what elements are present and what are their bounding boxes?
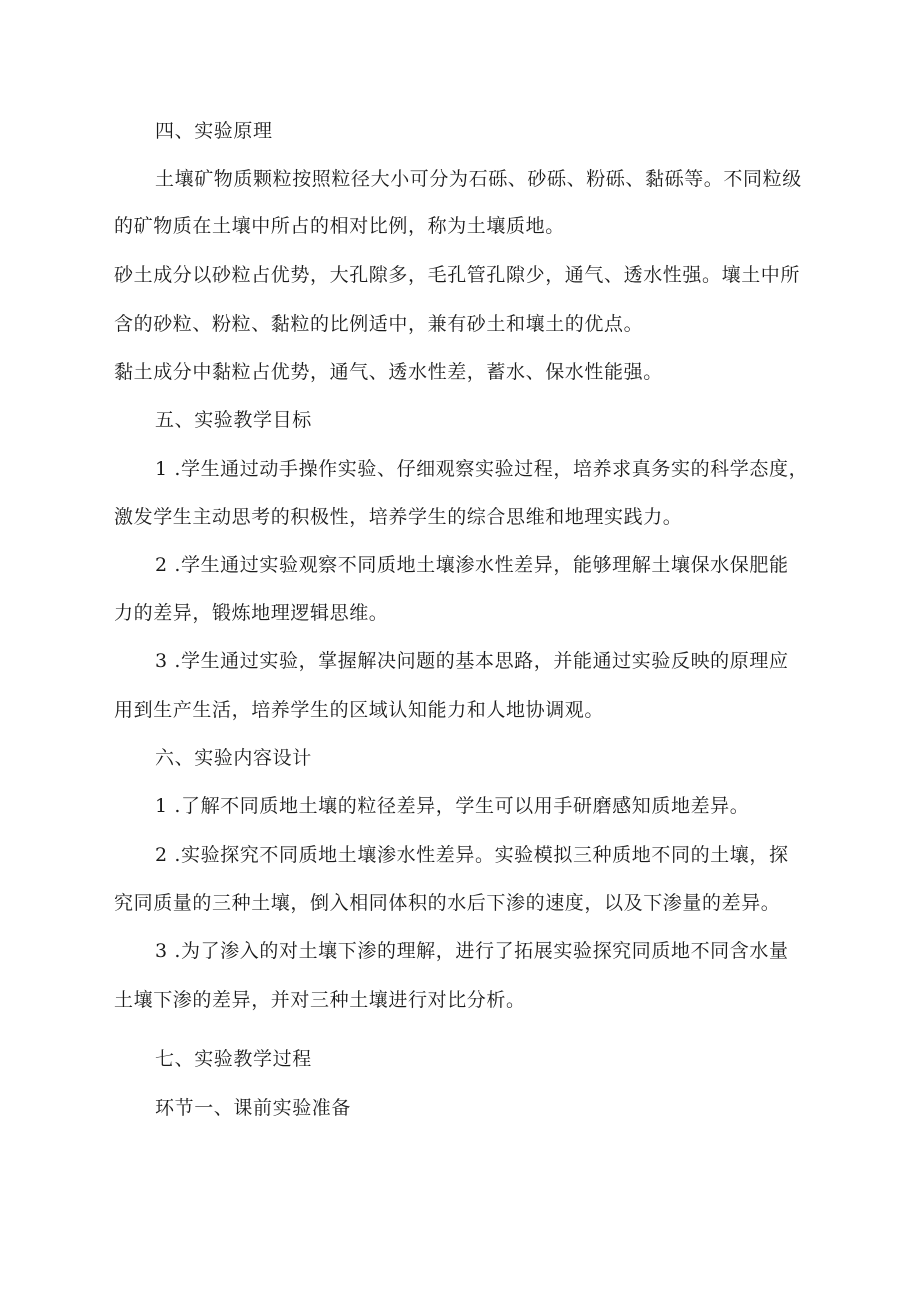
list-item-line: 用到生产生活，培养学生的区域认知能力和人地协调观。 [114,699,605,721]
section-4-heading: 四、实验原理 [155,120,273,142]
list-item-line: 1 .了解不同质地土壤的粒径差异，学生可以用手研磨感知质地差异。 [155,795,750,817]
list-item-line: 2 .学生通过实验观察不同质地土壤渗水性差异，能够理解土壤保水保肥能 [155,554,789,576]
paragraph-line: 含的砂粒、粉粒、黏粒的比例适中，兼有砂土和壤土的优点。 [114,313,644,335]
section-6-heading: 六、实验内容设计 [155,747,312,769]
paragraph-line: 砂土成分以砂粒占优势，大孔隙多，毛孔管孔隙少，通气、透水性强。壤土中所 [114,264,801,286]
subsection-heading: 环节一、课前实验准备 [155,1097,352,1119]
list-item-line: 3 .为了渗入的对土壤下渗的理解，进行了拓展实验探究同质地不同含水量 [155,940,789,962]
list-item-line: 究同质量的三种土壤，倒入相同体积的水后下渗的速度，以及下渗量的差异。 [114,892,781,914]
section-5-heading: 五、实验教学目标 [155,409,312,431]
list-item-line: 1 .学生通过动手操作实验、仔细观察实验过程，培养求真务实的科学态度， [155,458,809,480]
list-item-line: 3 .学生通过实验，掌握解决问题的基本思路，并能通过实验反映的原理应 [155,650,789,672]
section-7-heading: 七、实验教学过程 [155,1048,312,1070]
list-item-line: 激发学生主动思考的积极性，培养学生的综合思维和地理实践力。 [114,506,683,528]
paragraph-line: 的矿物质在土壤中所占的相对比例，称为土壤质地。 [114,215,565,237]
list-item-line: 力的差异，锻炼地理逻辑思维。 [114,602,389,624]
list-item-line: 2 .实验探究不同质地土壤渗水性差异。实验模拟三种质地不同的土壤，探 [155,844,789,866]
list-item-line: 土壤下渗的差异，并对三种土壤进行对比分析。 [114,989,526,1011]
paragraph-line: 黏土成分中黏粒占优势，通气、透水性差，蓄水、保水性能强。 [114,361,663,383]
paragraph-line: 土壤矿物质颗粒按照粒径大小可分为石砾、砂砾、粉砾、黏砾等。不同粒级 [155,168,802,190]
